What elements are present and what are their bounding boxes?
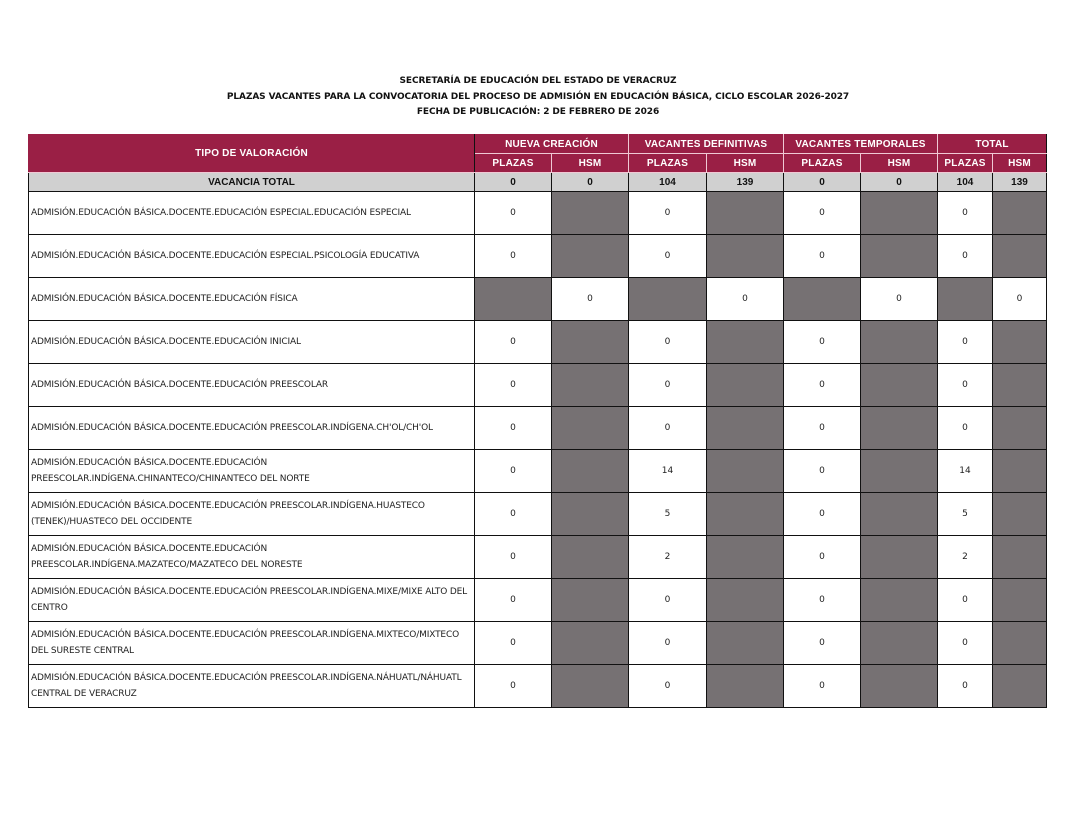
document-header xyxy=(0,74,1076,121)
value-cell: 0 xyxy=(475,364,552,407)
value-cell: 0 xyxy=(784,407,861,450)
not-applicable-cell xyxy=(552,665,629,708)
value-cell: 0 xyxy=(938,665,993,708)
value-cell: 2 xyxy=(629,536,707,579)
not-applicable-cell xyxy=(861,192,938,235)
table-row xyxy=(29,364,1047,407)
value-cell: 0 xyxy=(784,192,861,235)
not-applicable-cell xyxy=(707,321,784,364)
not-applicable-cell xyxy=(707,493,784,536)
value-cell: 0 xyxy=(475,192,552,235)
not-applicable-cell xyxy=(552,450,629,493)
not-applicable-cell xyxy=(629,278,707,321)
total-cell: 0 xyxy=(861,173,938,192)
value-cell: 0 xyxy=(938,622,993,665)
not-applicable-cell xyxy=(707,364,784,407)
value-cell: 0 xyxy=(784,235,861,278)
total-cell: 0 xyxy=(784,173,861,192)
value-cell: 0 xyxy=(861,278,938,321)
table-row xyxy=(29,450,1047,493)
value-cell: 0 xyxy=(629,192,707,235)
value-cell: 0 xyxy=(938,192,993,235)
value-cell: 0 xyxy=(475,235,552,278)
not-applicable-cell xyxy=(861,536,938,579)
value-cell: 0 xyxy=(475,493,552,536)
subheader-plazas: PLAZAS xyxy=(938,154,993,173)
value-cell: 0 xyxy=(784,622,861,665)
value-cell: 0 xyxy=(475,321,552,364)
value-cell: 0 xyxy=(938,321,993,364)
value-cell: 0 xyxy=(552,278,629,321)
value-cell: 14 xyxy=(938,450,993,493)
value-cell: 0 xyxy=(475,622,552,665)
not-applicable-cell xyxy=(707,407,784,450)
not-applicable-cell xyxy=(707,235,784,278)
not-applicable-cell xyxy=(707,579,784,622)
total-row xyxy=(29,173,1047,192)
not-applicable-cell xyxy=(993,493,1047,536)
value-cell: 0 xyxy=(629,622,707,665)
not-applicable-cell xyxy=(552,364,629,407)
not-applicable-cell xyxy=(993,536,1047,579)
group-header-total: TOTAL xyxy=(938,135,1047,154)
not-applicable-cell xyxy=(552,579,629,622)
table-row xyxy=(29,579,1047,622)
not-applicable-cell xyxy=(552,235,629,278)
table-row xyxy=(29,321,1047,364)
value-cell: 0 xyxy=(784,665,861,708)
total-cell: 104 xyxy=(938,173,993,192)
value-cell: 0 xyxy=(784,450,861,493)
not-applicable-cell xyxy=(861,364,938,407)
not-applicable-cell xyxy=(861,407,938,450)
value-cell: 0 xyxy=(938,235,993,278)
row-label: ADMISIÓN.EDUCACIÓN BÁSICA.DOCENTE.EDUCACIÓN ESPECIAL.PSICOLOGÍA EDUCATIVA xyxy=(29,235,475,278)
agency-title: SECRETARÍA DE EDUCACIÓN DEL ESTADO DE VERACRUZ xyxy=(399,76,677,86)
row-label: ADMISIÓN.EDUCACIÓN BÁSICA.DOCENTE.EDUCACIÓN PREESCOLAR xyxy=(29,364,475,407)
not-applicable-cell xyxy=(861,622,938,665)
value-cell: 5 xyxy=(938,493,993,536)
publication-date: FECHA DE PUBLICACIÓN: 2 DE FEBRERO DE 2026 xyxy=(416,107,660,117)
not-applicable-cell xyxy=(784,278,861,321)
row-label: ADMISIÓN.EDUCACIÓN BÁSICA.DOCENTE.EDUCACIÓN FÍSICA xyxy=(29,278,475,321)
not-applicable-cell xyxy=(552,321,629,364)
value-cell: 0 xyxy=(993,278,1047,321)
not-applicable-cell xyxy=(993,622,1047,665)
group-header-nueva-creacion: NUEVA CREACIÓN xyxy=(475,135,629,154)
row-label: ADMISIÓN.EDUCACIÓN BÁSICA.DOCENTE.EDUCACIÓN PREESCOLAR.INDÍGENA.HUASTECO (TENEK)/HUASTECO DEL OCCIDENTE xyxy=(29,493,475,536)
value-cell: 0 xyxy=(629,364,707,407)
not-applicable-cell xyxy=(861,579,938,622)
subheader-plazas: PLAZAS xyxy=(475,154,552,173)
not-applicable-cell xyxy=(993,407,1047,450)
value-cell: 0 xyxy=(938,407,993,450)
value-cell: 0 xyxy=(475,665,552,708)
value-cell: 0 xyxy=(629,579,707,622)
value-cell: 14 xyxy=(629,450,707,493)
value-cell: 0 xyxy=(475,407,552,450)
not-applicable-cell xyxy=(993,321,1047,364)
value-cell: 5 xyxy=(629,493,707,536)
not-applicable-cell xyxy=(938,278,993,321)
table-row xyxy=(29,235,1047,278)
not-applicable-cell xyxy=(861,321,938,364)
row-label: ADMISIÓN.EDUCACIÓN BÁSICA.DOCENTE.EDUCACIÓN ESPECIAL.EDUCACIÓN ESPECIAL xyxy=(29,192,475,235)
row-label: ADMISIÓN.EDUCACIÓN BÁSICA.DOCENTE.EDUCACIÓN PREESCOLAR.INDÍGENA.CHINANTECO/CHINANTECO DEL NORTE xyxy=(29,450,475,493)
total-row-label: VACANCIA TOTAL xyxy=(29,173,475,192)
value-cell: 0 xyxy=(784,493,861,536)
value-cell: 2 xyxy=(938,536,993,579)
not-applicable-cell xyxy=(993,579,1047,622)
not-applicable-cell xyxy=(993,450,1047,493)
subheader-plazas: PLAZAS xyxy=(784,154,861,173)
group-header-vacantes-definitivas: VACANTES DEFINITIVAS xyxy=(629,135,784,154)
total-cell: 139 xyxy=(707,173,784,192)
table-row xyxy=(29,278,1047,321)
table-row xyxy=(29,192,1047,235)
vacancies-table xyxy=(28,134,1047,708)
not-applicable-cell xyxy=(993,192,1047,235)
row-label: ADMISIÓN.EDUCACIÓN BÁSICA.DOCENTE.EDUCACIÓN PREESCOLAR.INDÍGENA.CH'OL/CH'OL xyxy=(29,407,475,450)
not-applicable-cell xyxy=(707,665,784,708)
row-label: ADMISIÓN.EDUCACIÓN BÁSICA.DOCENTE.EDUCACIÓN INICIAL xyxy=(29,321,475,364)
not-applicable-cell xyxy=(993,364,1047,407)
value-cell: 0 xyxy=(707,278,784,321)
value-cell: 0 xyxy=(784,536,861,579)
subheader-hsm: HSM xyxy=(707,154,784,173)
not-applicable-cell xyxy=(707,450,784,493)
not-applicable-cell xyxy=(861,493,938,536)
total-cell: 0 xyxy=(552,173,629,192)
not-applicable-cell xyxy=(861,665,938,708)
not-applicable-cell xyxy=(861,235,938,278)
document-title: PLAZAS VACANTES PARA LA CONVOCATORIA DEL PROCESO DE ADMISIÓN EN EDUCACIÓN BÁSICA, CICLO ESCOLAR 2026-2027 xyxy=(226,91,850,102)
not-applicable-cell xyxy=(552,536,629,579)
value-cell: 0 xyxy=(938,364,993,407)
subheader-plazas: PLAZAS xyxy=(629,154,707,173)
value-cell: 0 xyxy=(475,450,552,493)
group-header-row xyxy=(29,135,1047,154)
not-applicable-cell xyxy=(993,235,1047,278)
total-cell: 139 xyxy=(993,173,1047,192)
not-applicable-cell xyxy=(993,665,1047,708)
value-cell: 0 xyxy=(629,407,707,450)
not-applicable-cell xyxy=(552,493,629,536)
not-applicable-cell xyxy=(707,536,784,579)
row-label: ADMISIÓN.EDUCACIÓN BÁSICA.DOCENTE.EDUCACIÓN PREESCOLAR.INDÍGENA.MIXE/MIXE ALTO DEL CENTRO xyxy=(29,579,475,622)
value-cell: 0 xyxy=(784,321,861,364)
not-applicable-cell xyxy=(707,622,784,665)
table-row xyxy=(29,665,1047,708)
value-cell: 0 xyxy=(629,665,707,708)
subheader-hsm: HSM xyxy=(861,154,938,173)
not-applicable-cell xyxy=(552,192,629,235)
value-cell: 0 xyxy=(475,579,552,622)
total-cell: 0 xyxy=(475,173,552,192)
value-cell: 0 xyxy=(938,579,993,622)
group-header-vacantes-temporales: VACANTES TEMPORALES xyxy=(784,135,938,154)
value-cell: 0 xyxy=(475,536,552,579)
table-row xyxy=(29,622,1047,665)
not-applicable-cell xyxy=(475,278,552,321)
value-cell: 0 xyxy=(629,235,707,278)
value-cell: 0 xyxy=(784,579,861,622)
not-applicable-cell xyxy=(861,450,938,493)
value-cell: 0 xyxy=(629,321,707,364)
row-label: ADMISIÓN.EDUCACIÓN BÁSICA.DOCENTE.EDUCACIÓN PREESCOLAR.INDÍGENA.MIXTECO/MIXTECO DEL SURESTE CENTRAL xyxy=(29,622,475,665)
row-label: ADMISIÓN.EDUCACIÓN BÁSICA.DOCENTE.EDUCACIÓN PREESCOLAR.INDÍGENA.NÁHUATL/NÁHUATL CENTRAL DE VERACRUZ xyxy=(29,665,475,708)
tipo-valoracion-header: TIPO DE VALORACIÓN xyxy=(29,135,475,173)
not-applicable-cell xyxy=(552,407,629,450)
not-applicable-cell xyxy=(552,622,629,665)
table-row xyxy=(29,407,1047,450)
subheader-hsm: HSM xyxy=(552,154,629,173)
value-cell: 0 xyxy=(784,364,861,407)
row-label: ADMISIÓN.EDUCACIÓN BÁSICA.DOCENTE.EDUCACIÓN PREESCOLAR.INDÍGENA.MAZATECO/MAZATECO DEL NORESTE xyxy=(29,536,475,579)
not-applicable-cell xyxy=(707,192,784,235)
subheader-hsm: HSM xyxy=(993,154,1047,173)
table-row xyxy=(29,493,1047,536)
total-cell: 104 xyxy=(629,173,707,192)
table-row xyxy=(29,536,1047,579)
